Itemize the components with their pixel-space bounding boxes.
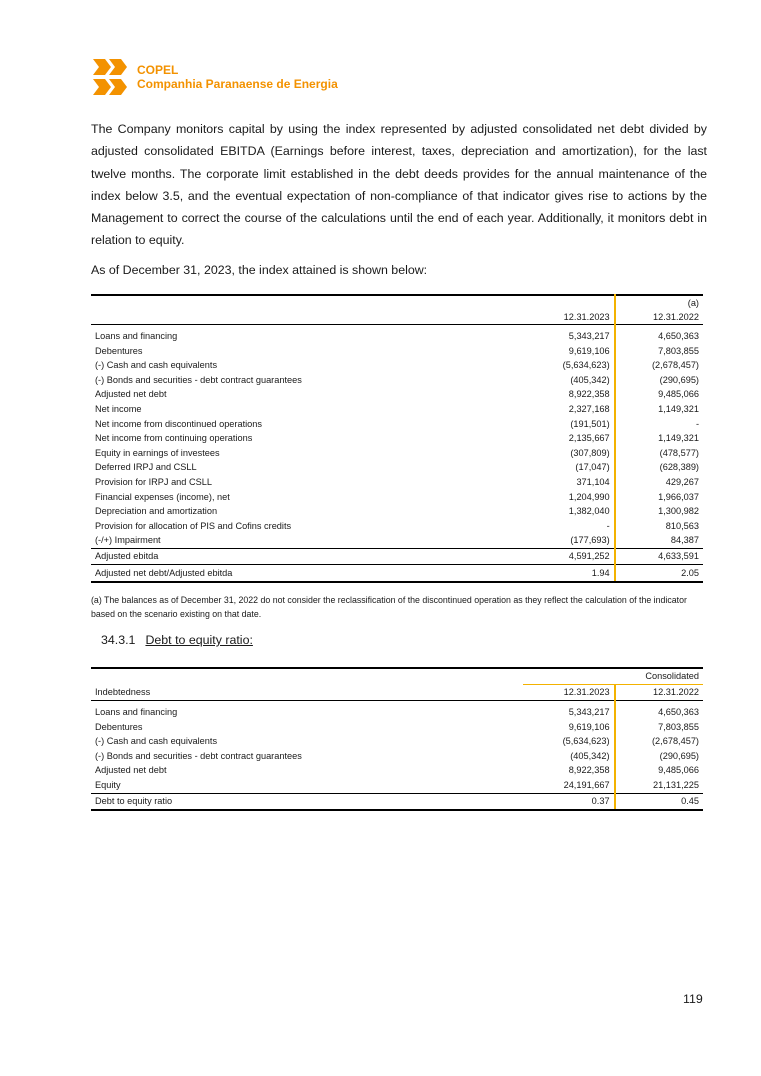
value-2022: 9,485,066: [658, 389, 699, 400]
value-2022: (290,695): [659, 374, 699, 385]
table-row: [91, 329, 703, 344]
ratio-row: [91, 793, 703, 810]
adjusted-ebitda-row: [91, 548, 703, 564]
value-2023: 4,591,252: [523, 548, 614, 564]
row-label: Equity: [95, 779, 121, 790]
note-mark: (a): [687, 298, 699, 308]
row-label: Debentures: [95, 721, 143, 732]
value-2023: 24,191,667: [523, 778, 614, 793]
brand-block: [137, 63, 338, 91]
value-2022: 2.05: [615, 564, 703, 582]
table-row: [91, 358, 703, 373]
column-header-2022: 12.31.2022: [615, 685, 703, 701]
value-2022: 4,633,591: [615, 548, 703, 564]
value-2023: (5,634,623): [523, 358, 614, 373]
table-row: [91, 417, 703, 432]
value-2023: 8,922,358: [523, 763, 614, 778]
table-row: [91, 749, 703, 764]
value-2022: (478,577): [659, 447, 699, 458]
value-2023: 5,343,217: [523, 705, 614, 720]
value-2023: (5,634,623): [523, 734, 614, 749]
section-number: 34.3.1: [101, 633, 136, 647]
value-2022: 1,149,321: [658, 433, 699, 444]
debt-equity-table: [91, 667, 703, 811]
row-header: Indebtedness: [91, 685, 523, 701]
row-label: Net income from discontinued operations: [95, 418, 262, 429]
footnote: (a) The balances as of December 31, 2022 do not consider the reclassification of the discontinued operation as they reflect the calculation of the indicator based on the scenario existing on that date.: [91, 595, 687, 619]
row-label: (-) Cash and cash equivalents: [95, 360, 218, 371]
table-row: [91, 446, 703, 461]
value-2022: (2,678,457): [652, 360, 699, 371]
value-2022: 7,803,855: [658, 345, 699, 356]
row-label: Adjusted ebitda: [91, 548, 523, 564]
value-2023: -: [523, 519, 614, 534]
value-2022: 1,149,321: [658, 403, 699, 414]
row-label: Provision for IRPJ and CSLL: [95, 476, 212, 487]
row-label: (-/+) Impairment: [95, 535, 161, 546]
value-2022: 1,300,982: [658, 506, 699, 517]
value-2022: 429,267: [665, 476, 699, 487]
value-2023: 9,619,106: [523, 720, 614, 735]
table-row: [91, 705, 703, 720]
value-2022: -: [695, 418, 699, 429]
row-label: Depreciation and amortization: [95, 506, 218, 517]
row-label: Adjusted net debt: [95, 765, 167, 776]
table-row: [91, 533, 703, 548]
row-label: Debentures: [95, 345, 143, 356]
column-header-2023: 12.31.2023: [523, 685, 614, 701]
table-row: [91, 460, 703, 475]
value-2022: 0.45: [615, 793, 703, 810]
value-2023: 2,135,667: [523, 431, 614, 446]
value-2023: (177,693): [523, 533, 614, 548]
row-label: (-) Bonds and securities - debt contract guarantees: [95, 374, 302, 385]
row-label: Financial expenses (income), net: [95, 491, 230, 502]
section-heading: [101, 633, 253, 647]
table-row: [91, 504, 703, 519]
copel-logo: [93, 59, 129, 95]
ratio-row: [91, 564, 703, 582]
value-2022: 810,563: [665, 520, 699, 531]
row-label: Debt to equity ratio: [91, 793, 523, 810]
value-2022: (290,695): [659, 750, 699, 761]
row-label: Net income from continuing operations: [95, 433, 253, 444]
value-2023: 0.37: [523, 793, 614, 810]
value-2022: 9,485,066: [658, 765, 699, 776]
table-row: [91, 763, 703, 778]
page-number: 119: [683, 992, 703, 1006]
row-label: Deferred IRPJ and CSLL: [95, 462, 197, 473]
value-2023: 5,343,217: [523, 329, 614, 344]
table-row: [91, 431, 703, 446]
intro-paragraph: The Company monitors capital by using the index represented by adjusted consolidated net debt divided by adjusted consolidated EBITDA (Earnings before interest, taxes, depreciation and amortization), for the last twelve months. The corporate limit established in the debt deeds provides for the annual maintenance of the index below 3.5, and the eventual expectation of non-compliance of that indicator gives rise to actions by the Management to correct the course of the calculations until the end of each year. Additionally, it monitors debt in relation to equity.: [91, 122, 707, 248]
value-2022: 21,131,225: [653, 779, 699, 790]
table-row: [91, 720, 703, 735]
value-2023: (307,809): [523, 446, 614, 461]
row-label: Loans and financing: [95, 707, 178, 717]
value-2022: 84,387: [670, 535, 699, 546]
value-2023: 9,619,106: [523, 344, 614, 359]
net-debt-ebitda-table: [91, 294, 703, 583]
value-2023: (191,501): [523, 417, 614, 432]
table-row: [91, 778, 703, 793]
row-label: Loans and financing: [95, 331, 178, 341]
table-row: [91, 734, 703, 749]
row-label: Equity in earnings of investees: [95, 447, 220, 458]
value-2022: 4,650,363: [658, 707, 699, 717]
row-label: Net income: [95, 403, 142, 414]
company-name: Companhia Paranaense de Energia: [137, 77, 338, 91]
value-2023: 8,922,358: [523, 387, 614, 402]
value-2023: 2,327,168: [523, 402, 614, 417]
group-header: Consolidated: [615, 668, 703, 685]
value-2023: 1,382,040: [523, 504, 614, 519]
value-2022: 7,803,855: [658, 721, 699, 732]
row-label: Adjusted net debt/Adjusted ebitda: [91, 564, 523, 582]
value-2023: (405,342): [523, 749, 614, 764]
value-2022: (628,389): [659, 462, 699, 473]
value-2023: 371,104: [523, 475, 614, 490]
table-row: [91, 387, 703, 402]
table-row: [91, 344, 703, 359]
table-row: [91, 402, 703, 417]
column-header-2023: 12.31.2023: [523, 310, 614, 325]
section-title: Debt to equity ratio:: [145, 633, 253, 647]
value-2023: 1.94: [523, 564, 614, 582]
row-label: Adjusted net debt: [95, 389, 167, 400]
value-2022: 1,966,037: [658, 491, 699, 502]
value-2022: (2,678,457): [652, 736, 699, 747]
row-label: (-) Bonds and securities - debt contract guarantees: [95, 750, 302, 761]
row-label: (-) Cash and cash equivalents: [95, 736, 218, 747]
value-2023: (17,047): [523, 460, 614, 475]
table-row: [91, 519, 703, 534]
as-of-paragraph: As of December 31, 2023, the index attained is shown below:: [91, 263, 428, 277]
brand-name: COPEL: [137, 63, 179, 77]
value-2023: 1,204,990: [523, 490, 614, 505]
column-header-2022: 12.31.2022: [615, 310, 703, 325]
table-row: [91, 475, 703, 490]
value-2022: 4,650,363: [658, 331, 699, 341]
table-row: [91, 490, 703, 505]
table-row: [91, 373, 703, 388]
value-2023: (405,342): [523, 373, 614, 388]
row-label: Provision for allocation of PIS and Cofins credits: [95, 520, 292, 531]
